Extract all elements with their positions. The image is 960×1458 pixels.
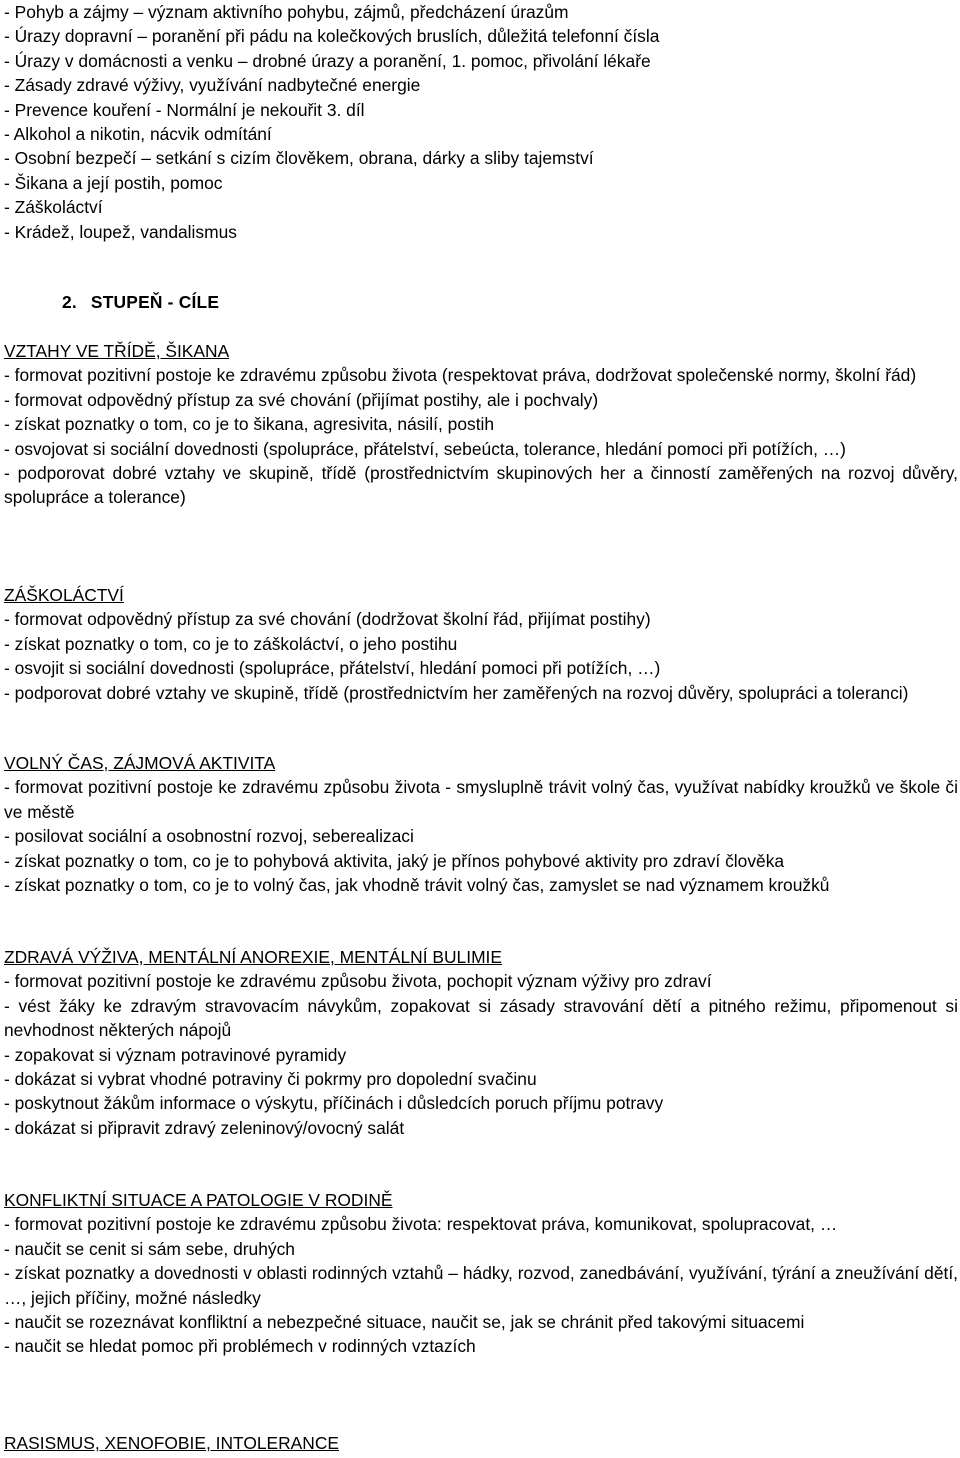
heading-text: STUPEŇ - CÍLE [90, 292, 220, 312]
list-item: - získat poznatky o tom, co je to záškoláctví, o jeho postihu [4, 633, 458, 654]
list-item: - Úrazy dopravní – poranění při pádu na kolečkových bruslích, důležitá telefonní čísla [4, 26, 660, 47]
list-item: - Alkohol a nikotin, nácvik odmítání [4, 124, 272, 145]
list-item: - poskytnout žákům informace o výskytu, příčinách i důsledcích poruch příjmu potravy [4, 1093, 664, 1114]
section-konfliktni-situace [4, 1188, 958, 1359]
list-item: - formovat odpovědný přístup za své chování (přijímat postihy, ale i pochvaly) [4, 389, 599, 410]
list-item: - zopakovat si význam potravinové pyramidy [4, 1044, 347, 1065]
list-item: - podporovat dobré vztahy ve skupině, třídě (prostřednictvím skupinových her a činností zaměřených na rozvoj důvěry, spolupráce a tolerance) [4, 463, 958, 508]
list-item: - získat poznatky o tom, co je to pohybová aktivita, jaký je přínos pohybové aktivity pro zdraví člověka [4, 850, 785, 871]
list-item: - dokázat si vybrat vhodné potraviny či pokrmy pro dopolední svačinu [4, 1069, 537, 1090]
list-item: - osvojovat si sociální dovednosti (spolupráce, přátelství, sebeúcta, tolerance, hledání pomoci při potížích, …) [4, 438, 846, 459]
stage-heading [62, 290, 219, 314]
list-item: - formovat odpovědný přístup za své chování (dodržovat školní řád, přijímat postihy) [4, 609, 651, 630]
list-item: - Osobní bezpečí – setkání s cizím člověkem, obrana, dárky a sliby tajemství [4, 148, 594, 169]
intro-list [4, 0, 956, 244]
list-item: - posilovat sociální a osobnostní rozvoj, seberealizaci [4, 826, 414, 847]
section-volny-cas [4, 751, 958, 897]
list-item: - naučit se hledat pomoc při problémech v rodinných vztazích [4, 1336, 476, 1357]
section-title: VOLNÝ ČAS, ZÁJMOVÁ AKTIVITA [4, 753, 276, 773]
section-title: RASISMUS, XENOFOBIE, INTOLERANCE [4, 1433, 339, 1453]
section-vztahy [4, 339, 958, 510]
list-item: - Pohyb a zájmy – význam aktivního pohybu, zájmů, předcházení úrazům [4, 2, 569, 22]
list-item: - získat poznatky a dovednosti v oblasti rodinných vztahů – hádky, rozvod, zanedbávání, využívání, týrání a zneužívání dětí, …, jejich příčiny, možné následky [4, 1263, 958, 1308]
section-title: VZTAHY VE TŘÍDĚ, ŠIKANA [4, 341, 230, 361]
list-item: - Šikana a její postih, pomoc [4, 172, 223, 193]
list-item: - podporovat dobré vztahy ve skupině, třídě (prostřednictvím her zaměřených na rozvoj důvěry, spolupráci a toleranci) [4, 682, 909, 703]
list-item: - Prevence kouření - Normální je nekouřit 3. díl [4, 99, 365, 120]
list-item: - získat poznatky o tom, co je to šikana, agresivita, násilí, postih [4, 414, 495, 435]
section-rasismus [4, 1431, 958, 1455]
list-item: - získat poznatky o tom, co je to volný čas, jak vhodně trávit volný čas, zamyslet se nad významem kroužků [4, 875, 830, 896]
section-zaskolactvi [4, 583, 958, 705]
section-title: ZÁŠKOLÁCTVÍ [4, 585, 124, 605]
list-item: - formovat pozitivní postoje ke zdravému způsobu života (respektovat práva, dodržovat společenské normy, školní řád) [4, 365, 917, 386]
list-item: - Záškoláctví [4, 197, 103, 218]
list-item: - formovat pozitivní postoje ke zdravému způsobu života - smysluplně trávit volný čas, využívat nabídky kroužků ve škole či ve městě [4, 777, 958, 822]
heading-number: 2. [62, 292, 77, 312]
list-item: - vést žáky ke zdravým stravovacím návykům, zopakovat si zásady stravování dětí a pitného režimu, připomenout si nevhodnost některých nápojů [4, 995, 958, 1041]
list-item: - Krádež, loupež, vandalismus [4, 221, 237, 242]
list-item: - naučit se cenit si sám sebe, druhých [4, 1238, 295, 1259]
list-item: - Úrazy v domácnosti a venku – drobné úrazy a poranění, 1. pomoc, přivolání lékaře [4, 50, 651, 71]
list-item: - Zásady zdravé výživy, využívání nadbytečné energie [4, 75, 421, 96]
list-item: - naučit se rozeznávat konfliktní a nebezpečné situace, naučit se, jak se chránit před takovými situacemi [4, 1312, 805, 1333]
list-item: - dokázat si připravit zdravý zeleninový/ovocný salát [4, 1117, 405, 1138]
list-item: - formovat pozitivní postoje ke zdravému způsobu života, pochopit význam výživy pro zdraví [4, 971, 712, 992]
list-item: - formovat pozitivní postoje ke zdravému způsobu života: respektovat práva, komunikovat, spolupracovat, … [4, 1214, 838, 1235]
list-item: - osvojit si sociální dovednosti (spolupráce, přátelství, hledání pomoci při potížích, …) [4, 658, 661, 679]
section-zdrava-vyziva [4, 945, 958, 1140]
section-title: ZDRAVÁ VÝŽIVA, MENTÁLNÍ ANOREXIE, MENTÁLNÍ BULIMIE [4, 947, 502, 967]
section-title: KONFLIKTNÍ SITUACE A PATOLOGIE V RODINĚ [4, 1190, 393, 1210]
